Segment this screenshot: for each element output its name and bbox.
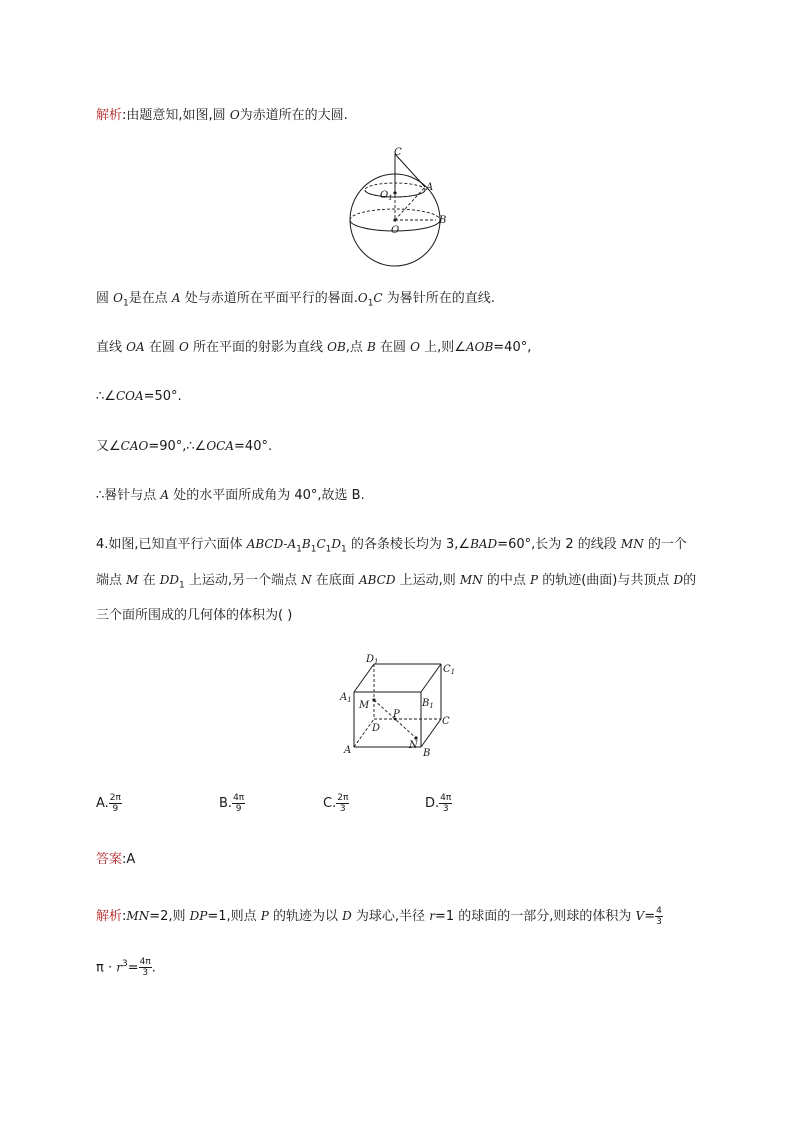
option-list xyxy=(96,793,476,823)
solution-line-5: 又∠CAO=90°,∴∠OCA=40°. xyxy=(96,439,273,454)
solution-line-4: ∴∠COA=50°. xyxy=(96,389,182,404)
answer-line: 答案:A xyxy=(96,852,136,867)
solution-4-line-2: $\pi \cdot r^3=$ $\frac{4\pi}{3}$ . xyxy=(96,957,156,979)
label-O1: $O_1$ xyxy=(380,190,393,202)
label-D1: $D_1$ xyxy=(366,654,379,666)
label-A1: $A_1$ xyxy=(340,692,352,704)
label-D: D xyxy=(372,723,381,734)
label-C: C xyxy=(394,147,402,158)
label-M: M xyxy=(359,700,370,711)
sphere-sundial-figure xyxy=(340,143,450,268)
answer-value: A xyxy=(126,852,136,867)
question-4-line-2: 端点 M 在 $DD_1$ 上运动,另一个端点 N 在底面 ABCD 上运动,则 MN 的中点 P 的轨迹(曲面)与共顶点 D的 xyxy=(96,573,697,591)
solution-line-6: ∴晷针与点 A 处的水平面所成角为 40°,故选 B. xyxy=(96,488,365,503)
label-A: A xyxy=(426,182,434,193)
answer-label: 答案 xyxy=(96,852,123,867)
question-4-line-1: 4.如图,已知直平行六面体 ABCD-$A_1B_1C_1D_1$ 的各条棱长均为 3,∠BAD=60°,长为 2 的线段 MN 的一个 xyxy=(96,537,687,555)
label-B1: $B_1$ xyxy=(422,698,434,710)
solution-line-2: 圆 $O_1$是在点 A 处与赤道所在平面平行的晷面$.O_1C$ 为晷针所在的直线. xyxy=(96,291,495,309)
solution-line-1: 解析:由题意知,如图,圆 O为赤道所在的大圆. xyxy=(96,108,348,123)
solution-line-3: 直线 OA 在圆 O 所在平面的射影为直线 OB,点 B 在圆 O 上,则∠AOB=40°, xyxy=(96,340,532,355)
label-P: P xyxy=(393,709,400,720)
label-C1: $C_1$ xyxy=(443,664,456,676)
label-O: O xyxy=(391,225,400,236)
solution-4-label: 解析 xyxy=(96,909,123,924)
option-a[interactable]: A. $\frac{2\pi}{9}$ xyxy=(96,793,121,814)
label-C: C xyxy=(442,716,450,727)
label-A: A xyxy=(344,745,352,756)
option-d[interactable]: D. $\frac{4\pi}{3}$ xyxy=(425,793,452,814)
question-4-line-3: 三个面所围成的几何体的体积为( ) xyxy=(96,608,293,623)
solution-label: 解析 xyxy=(96,108,123,123)
option-c[interactable]: C. $\frac{2\pi}{3}$ xyxy=(323,793,349,814)
label-B: B xyxy=(423,748,431,759)
prism-figure xyxy=(336,650,466,762)
label-N: N xyxy=(409,740,418,751)
option-b[interactable]: B. $\frac{4\pi}{9}$ xyxy=(219,793,245,814)
solution-4-line-1: 解析:MN=2,则 DP=1,则点 P 的轨迹为以 D 为球心,半径 r=1 的球面的一部分,则球的体积为 V= $\frac{4}{3}$ xyxy=(96,906,662,927)
label-B: B xyxy=(439,215,447,226)
